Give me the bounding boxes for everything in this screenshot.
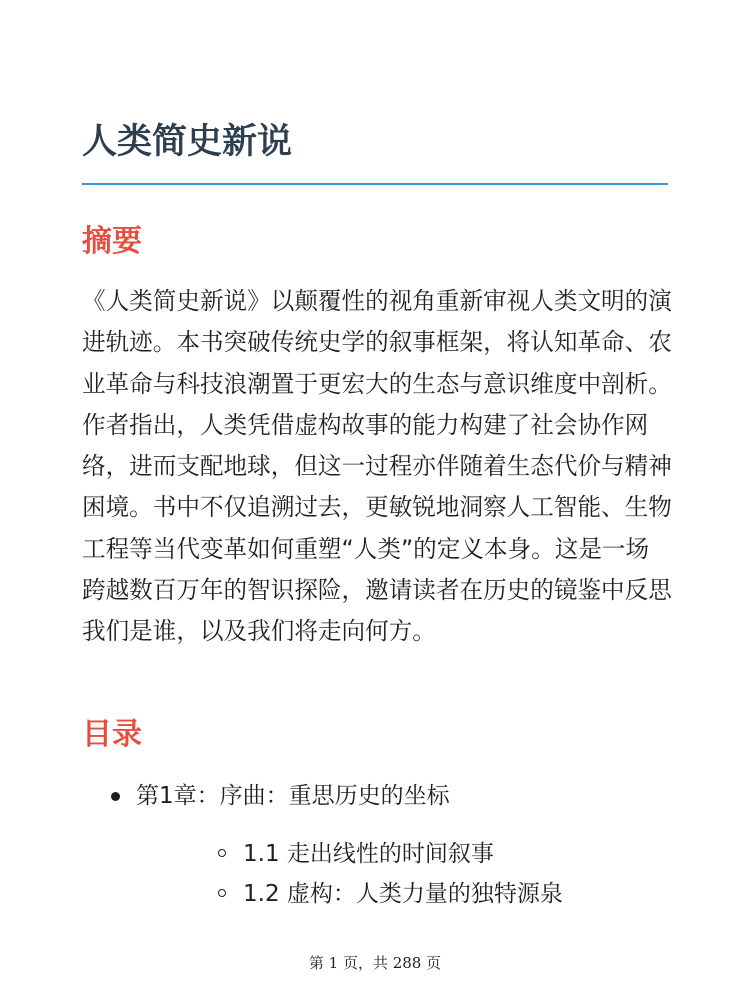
abstract-heading: 摘要 [82,224,142,259]
document-title: 人类简史新说 [82,122,293,162]
toc-chapter-1[interactable] [82,776,668,914]
toc-heading: 目录 [82,717,142,752]
toc-section-1-2[interactable] [136,874,668,914]
hollow-bullet-icon [218,889,226,897]
page-footer: 第 1 页，共 288 页 [308,954,442,972]
toc-chapter-label: 第1章：序曲：重思历史的坐标 [136,783,450,809]
table-of-contents [82,776,668,914]
toc-section-1-1[interactable] [136,834,668,874]
abstract-paragraph: 《人类简史新说》以颠覆性的视角重新审视人类文明的演进轨迹。本书突破传统史学的叙事框架，将认知革命、农业革命与科技浪潮置于更宏大的生态与意识维度中剖析。作者指出，人类凭借虚构故事的能力构建了社会协作网络，进而支配地球，但这一过程亦伴随着生态代价与精神困境。书中不仅追溯过去，更敏锐地洞察人工智能、生物工程等当代变革如何重塑“人类”的定义本身。这是一场跨越数百万年的智识探险，邀请读者在历史的镜鉴中反思我们是谁，以及我们将走向何方。 [82,287,672,646]
toc-subsections [136,834,668,914]
toc-section-label: 1.2 虚构：人类力量的独特源泉 [243,881,563,907]
hollow-bullet-icon [218,849,226,857]
toc-section-label: 1.1 走出线性的时间叙事 [243,841,494,867]
title-divider [82,183,668,185]
bullet-icon [111,792,120,801]
